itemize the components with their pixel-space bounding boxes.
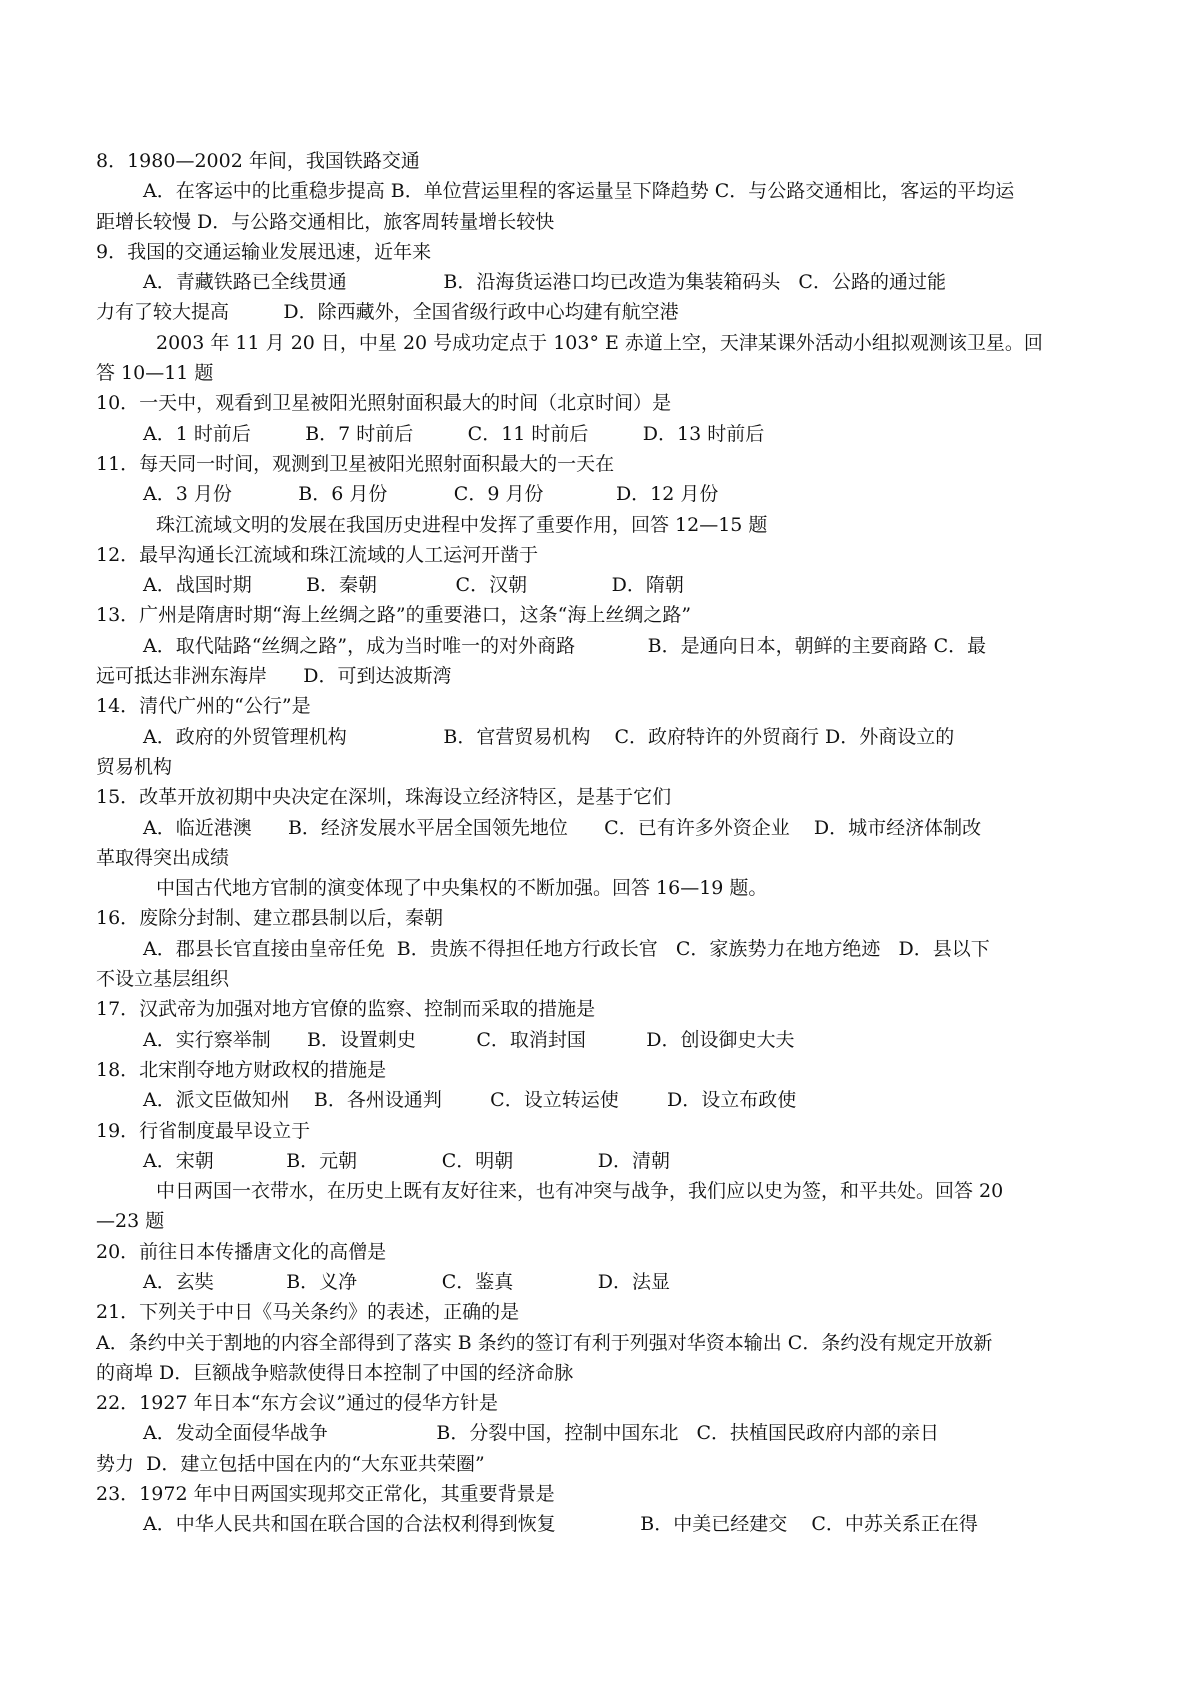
q18-options: A．派文臣做知州 B．各州设通判 C．设立转运使 D．设立布政使 [143,1089,797,1112]
q13-options-line-1: A．取代陆路“丝绸之路”，成为当时唯一的对外商路 B．是通向日本，朝鲜的主要商路 C．最 [143,634,987,657]
q13-options-line-2: 远可抵达非洲东海岸 D．可到达波斯湾 [96,665,452,688]
q8-stem: 8．1980—2002 年间，我国铁路交通 [96,150,420,172]
q14-stem: 14．清代广州的“公行”是 [96,695,311,718]
q19-stem: 19．行省制度最早设立于 [96,1119,311,1142]
q10-stem: 10．一天中，观看到卫星被阳光照射面积最大的时间（北京时间）是 [96,392,672,415]
q18-stem: 18．北宋削夺地方财政权的措施是 [96,1058,387,1081]
q9-stem: 9．我国的交通运输业发展迅速，近年来 [96,240,432,263]
q22-options-line-1: A．发动全面侵华战争 B．分裂中国，控制中国东北 C．扶植国民政府内部的亲日 [143,1422,940,1445]
q13-stem: 13．广州是隋唐时期“海上丝绸之路”的重要港口，这条“海上丝绸之路” [96,604,692,627]
q11-options: A．3 月份 B．6 月份 C．9 月份 D．12 月份 [143,483,719,506]
q14-options-line-1: A．政府的外贸管理机构 B．官营贸易机构 C．政府特许的外贸商行 D．外商设立的 [143,725,955,748]
q12-options: A．战国时期 B．秦朝 C．汉朝 D．隋朝 [143,574,684,597]
q22-options-line-2: 势力 D．建立包括中国在内的“大东亚共荣圈” [96,1452,485,1475]
q8-options-line-1: A．在客运中的比重稳步提高 B．单位营运里程的客运量呈下降趋势 C．与公路交通相比，客运的平均运 [143,180,1015,203]
passage-16-19: 中国古代地方官制的演变体现了中央集权的不断加强。回答 16—19 题。 [156,877,768,900]
q21-stem: 21．下列关于中日《马关条约》的表述，正确的是 [96,1301,520,1324]
q11-stem: 11．每天同一时间，观测到卫星被阳光照射面积最大的一天在 [96,452,615,475]
q16-options-line-2: 不设立基层组织 [96,968,230,991]
q21-options-line-2: 的商埠 D．巨额战争赔款使得日本控制了中国的经济命脉 [96,1361,574,1384]
q20-options: A．玄奘 B．义净 C．鉴真 D．法显 [143,1270,671,1293]
q20-stem: 20．前往日本传播唐文化的高僧是 [96,1240,387,1263]
q23-stem: 23．1972 年中日两国实现邦交正常化，其重要背景是 [96,1483,555,1506]
passage-10-11-line-2: 答 10—11 题 [96,362,214,385]
q9-options-line-1: A．青藏铁路已全线贯通 B．沿海货运港口均已改造为集装箱码头 C．公路的通过能 [143,271,946,294]
q19-options: A．宋朝 B．元朝 C．明朝 D．清朝 [143,1149,671,1172]
q12-stem: 12．最早沟通长江流域和珠江流域的人工运河开凿于 [96,543,539,566]
passage-12-15: 珠江流域文明的发展在我国历史进程中发挥了重要作用，回答 12—15 题 [156,513,768,536]
q21-options-line-1: A．条约中关于割地的内容全部得到了落实 B 条约的签订有利于列强对华资本输出 C．条约没有规定开放新 [96,1331,993,1354]
q15-stem: 15．改革开放初期中央决定在深圳，珠海设立经济特区，是基于它们 [96,786,672,809]
passage-20-23-line-2: —23 题 [96,1210,165,1233]
passage-20-23-line-1: 中日两国一衣带水，在历史上既有友好往来，也有冲突与战争，我们应以史为签，和平共处。回答 20 [156,1180,1004,1203]
q15-options-line-1: A．临近港澳 B．经济发展水平居全国领先地位 C．已有许多外资企业 D．城市经济体制改 [143,816,982,839]
q17-options: A．实行察举制 B．设置刺史 C．取消封国 D．创设御史大夫 [143,1028,795,1051]
q22-stem: 22．1927 年日本“东方会议”通过的侵华方针是 [96,1392,498,1415]
q17-stem: 17．汉武帝为加强对地方官僚的监察、控制而采取的措施是 [96,998,596,1021]
q8-options-line-2: 距增长较慢 D．与公路交通相比，旅客周转量增长较快 [96,210,555,233]
q15-options-line-2: 革取得突出成绩 [96,846,230,869]
q14-options-line-2: 贸易机构 [96,755,173,778]
q23-options-line-1: A．中华人民共和国在联合国的合法权利得到恢复 B．中美已经建交 C．中苏关系正在得 [143,1513,978,1536]
passage-10-11-line-1: 2003 年 11 月 20 日，中星 20 号成功定点于 103° E 赤道上空，天津某课外活动小组拟观测该卫星。回 [156,331,1043,354]
q9-options-line-2: 力有了较大提高 D．除西藏外，全国省级行政中心均建有航空港 [96,301,679,324]
q16-stem: 16．废除分封制、建立郡县制以后，秦朝 [96,907,444,930]
q16-options-line-1: A．郡县长官直接由皇帝任免 B．贵族不得担任地方行政长官 C．家族势力在地方绝迹 D．县以下 [143,937,990,960]
q10-options: A．1 时前后 B．7 时前后 C．11 时前后 D．13 时前后 [143,422,765,445]
